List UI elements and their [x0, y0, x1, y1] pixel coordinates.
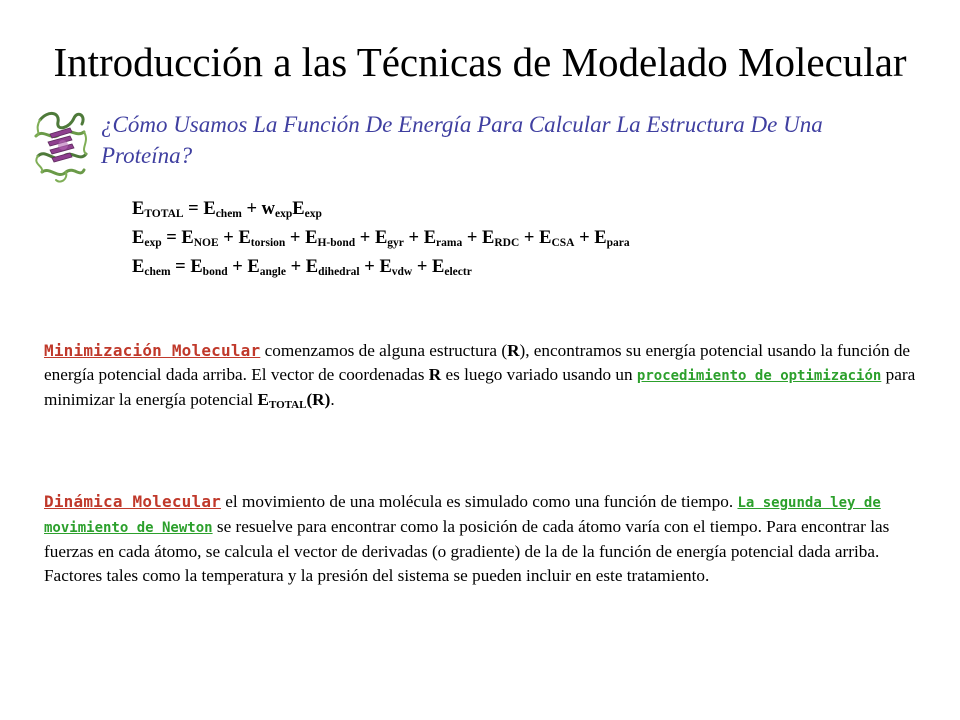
question-heading: ¿Cómo Usamos La Función De Energía Para Calcular La Estructura De Una Proteína?: [101, 112, 823, 168]
optimization-link[interactable]: procedimiento de optimización: [636, 368, 882, 384]
dynamics-paragraph: Dinámica Molecular el movimiento de una molécula es simulado como una función de tiempo. La segunda ley de movimiento de Newton se resuelve para encontrar como la posición de cada átomo varía con el tiempo. Para encontrar las fuerzas en cada átomo, se calcula el vector de derivadas (o gradiente) de la de la función de energía potencial dada arriba. Factores tales como la temperatura y la presión del sistema se pueden incluir en este tratamiento.: [44, 492, 890, 585]
newton-law-link[interactable]: La segunda ley de movimiento de Newton: [44, 495, 881, 536]
slide-title: Introducción a las Técnicas de Modelado Molecular: [53, 39, 907, 85]
equation-total: $E_{TOTAL} = E_{chem} + w_{exp}E_{exp}$: [132, 199, 322, 220]
dynamics-keyword: Dinámica Molecular: [44, 492, 221, 511]
energy-equations: [132, 195, 630, 282]
minimization-keyword: Minimización Molecular: [44, 341, 261, 360]
minimization-paragraph: Minimización Molecular comenzamos de alguna estructura (R), encontramos su energía potencial usando la función de energía potencial dada arriba. El vector de coordenadas R es luego variado usando un procedimiento de optimización para minimizar la energía potencial $E_{TOTAL}(R)$.: [44, 341, 916, 411]
equation-chem: $E_{chem} = E_{bond} + E_{angle} + E_{dihedral} + E_{vdw} + E_{electr}$: [132, 257, 472, 278]
equation-exp: $E_{exp} = E_{NOE} + E_{torsion} + E_{H-bond} + E_{gyr} + E_{rama} + E_{RDC} + E_{CSA} + E_{para}$: [132, 228, 630, 249]
protein-ribbon-icon: [30, 106, 92, 188]
